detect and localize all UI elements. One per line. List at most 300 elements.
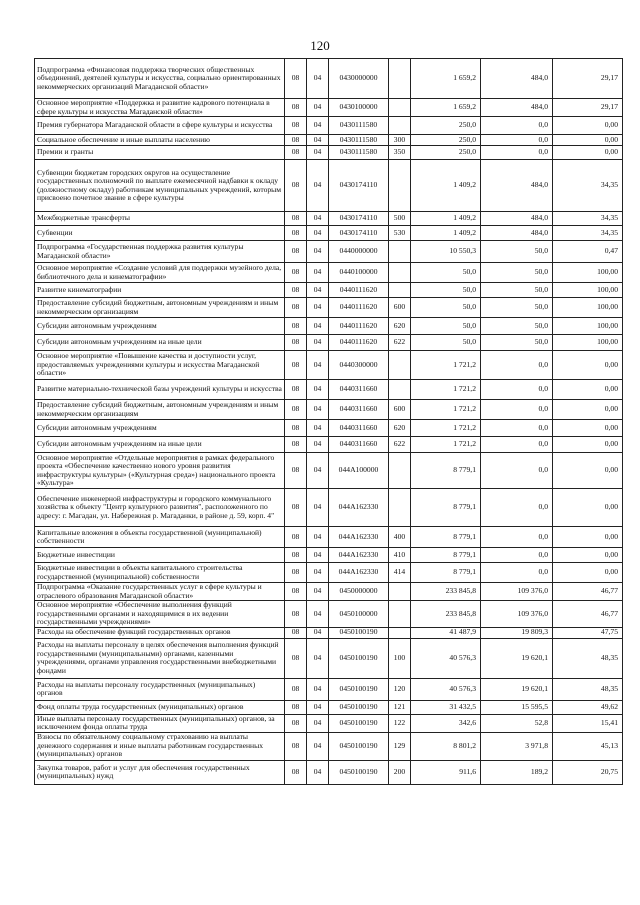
row-subsection: 04 bbox=[307, 437, 329, 453]
row-section: 08 bbox=[285, 583, 307, 601]
row-section: 08 bbox=[285, 160, 307, 212]
row-name: Социальное обеспечение и иные выплаты населению bbox=[35, 135, 285, 146]
row-name: Иные выплаты персоналу государственных (муниципальных) органов, за исключением фонда оплаты труда bbox=[35, 714, 285, 732]
row-target-article: 0450100190 bbox=[329, 714, 389, 732]
row-percent: 29,17 bbox=[553, 59, 623, 99]
row-target-article: 0430174110 bbox=[329, 212, 389, 226]
row-planned-amount: 1 659,2 bbox=[411, 99, 481, 117]
row-subsection: 04 bbox=[307, 117, 329, 135]
row-section: 08 bbox=[285, 548, 307, 563]
row-actual-amount: 0,0 bbox=[481, 351, 553, 380]
row-name: Расходы на обеспечение функций государственных органов bbox=[35, 627, 285, 638]
table-row bbox=[35, 146, 623, 160]
row-planned-amount: 8 779,1 bbox=[411, 527, 481, 548]
row-planned-amount: 50,0 bbox=[411, 298, 481, 318]
row-name: Расходы на выплаты персоналу государственных (муниципальных) органов bbox=[35, 678, 285, 700]
row-name: Капитальные вложения в объекты государственной (муниципальной) собственности bbox=[35, 527, 285, 548]
row-subsection: 04 bbox=[307, 160, 329, 212]
row-planned-amount: 40 576,3 bbox=[411, 678, 481, 700]
row-planned-amount: 233 845,8 bbox=[411, 601, 481, 628]
row-name: Развитие кинематографии bbox=[35, 283, 285, 298]
row-section: 08 bbox=[285, 453, 307, 489]
row-actual-amount: 0,0 bbox=[481, 563, 553, 583]
row-name: Субвенции бюджетам городских округов на осуществление государственных полномочий по выплате ежемесячной надбавки к окладу (должностному окладу) работникам муниципальных учреждений, которым присвоено почетное звание в сфере культуры bbox=[35, 160, 285, 212]
row-expense-type bbox=[389, 453, 411, 489]
table-row bbox=[35, 226, 623, 241]
row-section: 08 bbox=[285, 400, 307, 420]
row-percent: 34,35 bbox=[553, 226, 623, 241]
row-name: Субсидии автономным учреждениям на иные цели bbox=[35, 437, 285, 453]
row-actual-amount: 0,0 bbox=[481, 380, 553, 400]
row-section: 08 bbox=[285, 732, 307, 760]
table-row bbox=[35, 283, 623, 298]
row-subsection: 04 bbox=[307, 489, 329, 527]
row-actual-amount: 0,0 bbox=[481, 489, 553, 527]
row-target-article: 044A162330 bbox=[329, 489, 389, 527]
row-planned-amount: 8 779,1 bbox=[411, 548, 481, 563]
row-percent: 46,77 bbox=[553, 583, 623, 601]
row-target-article: 0450100190 bbox=[329, 638, 389, 678]
row-percent: 0,00 bbox=[553, 135, 623, 146]
row-expense-type: 300 bbox=[389, 135, 411, 146]
row-section: 08 bbox=[285, 678, 307, 700]
row-target-article: 0450100000 bbox=[329, 601, 389, 628]
table-row bbox=[35, 160, 623, 212]
row-section: 08 bbox=[285, 117, 307, 135]
row-expense-type: 121 bbox=[389, 700, 411, 714]
row-subsection: 04 bbox=[307, 226, 329, 241]
row-target-article: 0440000000 bbox=[329, 241, 389, 263]
row-target-article: 0440100000 bbox=[329, 263, 389, 283]
row-expense-type bbox=[389, 601, 411, 628]
row-expense-type: 122 bbox=[389, 714, 411, 732]
row-percent: 0,00 bbox=[553, 453, 623, 489]
row-expense-type bbox=[389, 160, 411, 212]
row-planned-amount: 8 779,1 bbox=[411, 453, 481, 489]
row-target-article: 0430111580 bbox=[329, 146, 389, 160]
row-expense-type bbox=[389, 117, 411, 135]
row-percent: 34,35 bbox=[553, 160, 623, 212]
row-actual-amount: 0,0 bbox=[481, 527, 553, 548]
row-actual-amount: 19 620,1 bbox=[481, 678, 553, 700]
row-subsection: 04 bbox=[307, 283, 329, 298]
row-name: Основное мероприятие «Поддержка и развитие кадрового потенциала в сфере культуры и искусства Магаданской области» bbox=[35, 99, 285, 117]
row-planned-amount: 250,0 bbox=[411, 135, 481, 146]
row-name: Подпрограмма «Оказание государственных услуг в сфере культуры и отраслевого образования Магаданской области» bbox=[35, 583, 285, 601]
row-planned-amount: 50,0 bbox=[411, 318, 481, 335]
row-name: Субсидии автономным учреждениям bbox=[35, 318, 285, 335]
table-row bbox=[35, 732, 623, 760]
row-section: 08 bbox=[285, 380, 307, 400]
row-subsection: 04 bbox=[307, 732, 329, 760]
row-planned-amount: 1 721,2 bbox=[411, 420, 481, 437]
row-section: 08 bbox=[285, 601, 307, 628]
row-percent: 47,75 bbox=[553, 627, 623, 638]
row-name: Бюджетные инвестиции bbox=[35, 548, 285, 563]
row-expense-type: 200 bbox=[389, 760, 411, 784]
row-planned-amount: 8 779,1 bbox=[411, 563, 481, 583]
row-percent: 0,00 bbox=[553, 437, 623, 453]
row-actual-amount: 19 620,1 bbox=[481, 638, 553, 678]
table-row bbox=[35, 453, 623, 489]
row-percent: 48,35 bbox=[553, 678, 623, 700]
row-percent: 0,00 bbox=[553, 146, 623, 160]
table-row bbox=[35, 601, 623, 628]
row-actual-amount: 0,0 bbox=[481, 548, 553, 563]
row-percent: 0,00 bbox=[553, 563, 623, 583]
row-target-article: 0430174110 bbox=[329, 160, 389, 212]
table-row bbox=[35, 99, 623, 117]
row-planned-amount: 41 487,9 bbox=[411, 627, 481, 638]
row-actual-amount: 484,0 bbox=[481, 99, 553, 117]
table-body bbox=[35, 59, 623, 785]
row-expense-type: 350 bbox=[389, 146, 411, 160]
row-name: Премии и гранты bbox=[35, 146, 285, 160]
table-row bbox=[35, 117, 623, 135]
row-planned-amount: 1 721,2 bbox=[411, 400, 481, 420]
row-subsection: 04 bbox=[307, 59, 329, 99]
row-section: 08 bbox=[285, 59, 307, 99]
row-target-article: 0450100190 bbox=[329, 627, 389, 638]
row-section: 08 bbox=[285, 638, 307, 678]
row-name: Премия губернатора Магаданской области в сфере культуры и искусства bbox=[35, 117, 285, 135]
row-section: 08 bbox=[285, 226, 307, 241]
row-section: 08 bbox=[285, 351, 307, 380]
row-actual-amount: 484,0 bbox=[481, 226, 553, 241]
row-percent: 0,00 bbox=[553, 380, 623, 400]
row-target-article: 0440311660 bbox=[329, 420, 389, 437]
row-percent: 0,00 bbox=[553, 489, 623, 527]
row-subsection: 04 bbox=[307, 527, 329, 548]
row-section: 08 bbox=[285, 489, 307, 527]
row-section: 08 bbox=[285, 283, 307, 298]
row-expense-type: 620 bbox=[389, 318, 411, 335]
row-percent: 15,41 bbox=[553, 714, 623, 732]
row-expense-type: 400 bbox=[389, 527, 411, 548]
row-expense-type bbox=[389, 283, 411, 298]
row-actual-amount: 0,0 bbox=[481, 420, 553, 437]
row-actual-amount: 50,0 bbox=[481, 318, 553, 335]
row-percent: 0,00 bbox=[553, 527, 623, 548]
row-percent: 0,00 bbox=[553, 548, 623, 563]
table-row bbox=[35, 760, 623, 784]
row-section: 08 bbox=[285, 700, 307, 714]
table-row bbox=[35, 548, 623, 563]
row-actual-amount: 50,0 bbox=[481, 298, 553, 318]
row-percent: 46,77 bbox=[553, 601, 623, 628]
row-target-article: 0440111620 bbox=[329, 335, 389, 351]
row-expense-type bbox=[389, 489, 411, 527]
row-actual-amount: 484,0 bbox=[481, 212, 553, 226]
row-expense-type: 500 bbox=[389, 212, 411, 226]
row-name: Подпрограмма «Государственная поддержка развития культуры Магаданской области» bbox=[35, 241, 285, 263]
table-row bbox=[35, 678, 623, 700]
table-row bbox=[35, 638, 623, 678]
row-percent: 100,00 bbox=[553, 283, 623, 298]
table-row bbox=[35, 714, 623, 732]
row-target-article: 044A162330 bbox=[329, 548, 389, 563]
row-section: 08 bbox=[285, 527, 307, 548]
row-subsection: 04 bbox=[307, 678, 329, 700]
row-actual-amount: 19 809,3 bbox=[481, 627, 553, 638]
row-section: 08 bbox=[285, 135, 307, 146]
table-row bbox=[35, 212, 623, 226]
row-name: Предоставление субсидий бюджетным, автономным учреждениям и иным некоммерческим организациям bbox=[35, 400, 285, 420]
table-row bbox=[35, 627, 623, 638]
row-section: 08 bbox=[285, 760, 307, 784]
row-expense-type bbox=[389, 59, 411, 99]
row-percent: 45,13 bbox=[553, 732, 623, 760]
row-percent: 0,00 bbox=[553, 117, 623, 135]
row-actual-amount: 50,0 bbox=[481, 283, 553, 298]
row-name: Основное мероприятие «Обеспечение выполнения функций государственными органами и находящимися в их ведении государственными учреждениями» bbox=[35, 601, 285, 628]
row-subsection: 04 bbox=[307, 601, 329, 628]
row-target-article: 0450100190 bbox=[329, 678, 389, 700]
row-actual-amount: 0,0 bbox=[481, 117, 553, 135]
row-actual-amount: 109 376,0 bbox=[481, 583, 553, 601]
row-subsection: 04 bbox=[307, 563, 329, 583]
row-expense-type bbox=[389, 583, 411, 601]
row-planned-amount: 31 432,5 bbox=[411, 700, 481, 714]
row-planned-amount: 1 721,2 bbox=[411, 351, 481, 380]
row-actual-amount: 50,0 bbox=[481, 241, 553, 263]
row-subsection: 04 bbox=[307, 627, 329, 638]
row-actual-amount: 0,0 bbox=[481, 400, 553, 420]
row-actual-amount: 0,0 bbox=[481, 437, 553, 453]
row-actual-amount: 0,0 bbox=[481, 146, 553, 160]
row-actual-amount: 50,0 bbox=[481, 263, 553, 283]
row-section: 08 bbox=[285, 146, 307, 160]
row-planned-amount: 250,0 bbox=[411, 117, 481, 135]
row-expense-type: 410 bbox=[389, 548, 411, 563]
row-name: Основное мероприятие «Отдельные мероприятия в рамках федерального проекта «Обеспечение качественно нового уровня развития инфраструктуры культуры» («Культурная среда») национального проекта «Культура» bbox=[35, 453, 285, 489]
row-actual-amount: 3 971,8 bbox=[481, 732, 553, 760]
row-subsection: 04 bbox=[307, 400, 329, 420]
row-target-article: 0430111580 bbox=[329, 117, 389, 135]
row-planned-amount: 40 576,3 bbox=[411, 638, 481, 678]
table-row bbox=[35, 700, 623, 714]
row-percent: 29,17 bbox=[553, 99, 623, 117]
row-expense-type: 622 bbox=[389, 335, 411, 351]
row-name: Взносы по обязательному социальному страхованию на выплаты денежного содержания и иные выплаты работникам государственных (муниципальных) органов bbox=[35, 732, 285, 760]
row-subsection: 04 bbox=[307, 99, 329, 117]
row-section: 08 bbox=[285, 212, 307, 226]
row-target-article: 0430100000 bbox=[329, 99, 389, 117]
row-name: Расходы на выплаты персоналу в целях обеспечения выполнения функций государственными (муниципальными) органами, казенными учреждениями, органами управления государственными внебюджетными фондами bbox=[35, 638, 285, 678]
row-expense-type: 100 bbox=[389, 638, 411, 678]
row-planned-amount: 1 721,2 bbox=[411, 380, 481, 400]
row-subsection: 04 bbox=[307, 700, 329, 714]
row-expense-type: 414 bbox=[389, 563, 411, 583]
table-row bbox=[35, 489, 623, 527]
row-target-article: 0450100190 bbox=[329, 760, 389, 784]
row-subsection: 04 bbox=[307, 298, 329, 318]
table-row bbox=[35, 335, 623, 351]
row-section: 08 bbox=[285, 627, 307, 638]
row-planned-amount: 1 659,2 bbox=[411, 59, 481, 99]
row-subsection: 04 bbox=[307, 146, 329, 160]
row-target-article: 0440111620 bbox=[329, 283, 389, 298]
row-planned-amount: 1 409,2 bbox=[411, 212, 481, 226]
row-target-article: 0440311660 bbox=[329, 400, 389, 420]
table-row bbox=[35, 241, 623, 263]
row-target-article: 0440300000 bbox=[329, 351, 389, 380]
table-row bbox=[35, 263, 623, 283]
row-section: 08 bbox=[285, 99, 307, 117]
row-percent: 49,62 bbox=[553, 700, 623, 714]
row-target-article: 044A100000 bbox=[329, 453, 389, 489]
row-expense-type: 530 bbox=[389, 226, 411, 241]
table-row bbox=[35, 318, 623, 335]
row-target-article: 044A162330 bbox=[329, 527, 389, 548]
budget-table bbox=[34, 58, 623, 785]
row-section: 08 bbox=[285, 318, 307, 335]
row-expense-type: 129 bbox=[389, 732, 411, 760]
row-section: 08 bbox=[285, 563, 307, 583]
row-actual-amount: 15 595,5 bbox=[481, 700, 553, 714]
row-subsection: 04 bbox=[307, 318, 329, 335]
row-planned-amount: 1 409,2 bbox=[411, 226, 481, 241]
row-subsection: 04 bbox=[307, 453, 329, 489]
row-expense-type: 620 bbox=[389, 420, 411, 437]
row-actual-amount: 50,0 bbox=[481, 335, 553, 351]
row-expense-type bbox=[389, 241, 411, 263]
table-row bbox=[35, 583, 623, 601]
row-target-article: 0440111620 bbox=[329, 298, 389, 318]
row-subsection: 04 bbox=[307, 638, 329, 678]
row-actual-amount: 52,8 bbox=[481, 714, 553, 732]
page-number: 120 bbox=[310, 38, 330, 53]
row-expense-type bbox=[389, 627, 411, 638]
row-planned-amount: 911,6 bbox=[411, 760, 481, 784]
row-expense-type bbox=[389, 351, 411, 380]
row-target-article: 0440311660 bbox=[329, 380, 389, 400]
row-percent: 0,47 bbox=[553, 241, 623, 263]
row-planned-amount: 50,0 bbox=[411, 335, 481, 351]
row-percent: 100,00 bbox=[553, 318, 623, 335]
row-subsection: 04 bbox=[307, 420, 329, 437]
row-actual-amount: 189,2 bbox=[481, 760, 553, 784]
row-subsection: 04 bbox=[307, 583, 329, 601]
table-row bbox=[35, 135, 623, 146]
row-name: Предоставление субсидий бюджетным, автономным учреждениям и иным некоммерческим организациям bbox=[35, 298, 285, 318]
row-name: Субсидии автономным учреждениям bbox=[35, 420, 285, 437]
row-percent: 100,00 bbox=[553, 263, 623, 283]
row-percent: 0,00 bbox=[553, 351, 623, 380]
row-section: 08 bbox=[285, 241, 307, 263]
table-row bbox=[35, 437, 623, 453]
row-percent: 100,00 bbox=[553, 298, 623, 318]
row-percent: 100,00 bbox=[553, 335, 623, 351]
table-row bbox=[35, 380, 623, 400]
table-row bbox=[35, 563, 623, 583]
row-target-article: 0450100190 bbox=[329, 732, 389, 760]
row-planned-amount: 250,0 bbox=[411, 146, 481, 160]
row-name: Основное мероприятие «Создание условий для поддержки музейного дела, библиотечного дела и кинематографии» bbox=[35, 263, 285, 283]
table-row bbox=[35, 400, 623, 420]
row-actual-amount: 484,0 bbox=[481, 59, 553, 99]
row-expense-type bbox=[389, 99, 411, 117]
row-target-article: 0450100190 bbox=[329, 700, 389, 714]
row-actual-amount: 0,0 bbox=[481, 135, 553, 146]
row-actual-amount: 484,0 bbox=[481, 160, 553, 212]
row-planned-amount: 8 801,2 bbox=[411, 732, 481, 760]
row-planned-amount: 342,6 bbox=[411, 714, 481, 732]
row-planned-amount: 8 779,1 bbox=[411, 489, 481, 527]
row-planned-amount: 1 409,2 bbox=[411, 160, 481, 212]
row-section: 08 bbox=[285, 298, 307, 318]
row-subsection: 04 bbox=[307, 760, 329, 784]
row-planned-amount: 1 721,2 bbox=[411, 437, 481, 453]
row-section: 08 bbox=[285, 335, 307, 351]
row-target-article: 044A162330 bbox=[329, 563, 389, 583]
row-planned-amount: 50,0 bbox=[411, 283, 481, 298]
row-expense-type: 622 bbox=[389, 437, 411, 453]
table-row bbox=[35, 527, 623, 548]
row-actual-amount: 0,0 bbox=[481, 453, 553, 489]
row-section: 08 bbox=[285, 420, 307, 437]
row-name: Основное мероприятие «Повышение качества и доступности услуг, предоставляемых учреждениями культуры и искусства Магаданской области» bbox=[35, 351, 285, 380]
row-subsection: 04 bbox=[307, 351, 329, 380]
row-subsection: 04 bbox=[307, 135, 329, 146]
row-name: Закупка товаров, работ и услуг для обеспечения государственных (муниципальных) нужд bbox=[35, 760, 285, 784]
row-subsection: 04 bbox=[307, 714, 329, 732]
row-target-article: 0440311660 bbox=[329, 437, 389, 453]
row-subsection: 04 bbox=[307, 380, 329, 400]
row-name: Фонд оплаты труда государственных (муниципальных) органов bbox=[35, 700, 285, 714]
row-subsection: 04 bbox=[307, 263, 329, 283]
row-name: Субсидии автономным учреждениям на иные цели bbox=[35, 335, 285, 351]
row-percent: 0,00 bbox=[553, 400, 623, 420]
row-section: 08 bbox=[285, 714, 307, 732]
row-target-article: 0440111620 bbox=[329, 318, 389, 335]
row-name: Подпрограмма «Финансовая поддержка творческих общественных объединений, деятелей культуры и искусства, социально ориентированных некоммерческих организаций Магаданской области» bbox=[35, 59, 285, 99]
row-planned-amount: 50,0 bbox=[411, 263, 481, 283]
row-percent: 0,00 bbox=[553, 420, 623, 437]
row-percent: 20,75 bbox=[553, 760, 623, 784]
row-name: Развитие материально-технической базы учреждений культуры и искусства bbox=[35, 380, 285, 400]
row-actual-amount: 109 376,0 bbox=[481, 601, 553, 628]
row-percent: 34,35 bbox=[553, 212, 623, 226]
row-subsection: 04 bbox=[307, 241, 329, 263]
row-name: Межбюджетные трансферты bbox=[35, 212, 285, 226]
row-expense-type: 600 bbox=[389, 400, 411, 420]
row-section: 08 bbox=[285, 437, 307, 453]
table-row bbox=[35, 298, 623, 318]
row-percent: 48,35 bbox=[553, 638, 623, 678]
table-row bbox=[35, 59, 623, 99]
row-section: 08 bbox=[285, 263, 307, 283]
row-target-article: 0430111580 bbox=[329, 135, 389, 146]
row-planned-amount: 233 845,8 bbox=[411, 583, 481, 601]
row-name: Обеспечение инженерной инфраструктуры и городского коммунального хозяйства к объекту "Центр культурного развития", расположенного по адресу: г. Магадан, ул. Набережная р. Магаданки, в районе д. 59, корп. 4" bbox=[35, 489, 285, 527]
row-name: Бюджетные инвестиции в объекты капитального строительства государственной (муниципальной) собственности bbox=[35, 563, 285, 583]
table-row bbox=[35, 351, 623, 380]
row-target-article: 0450000000 bbox=[329, 583, 389, 601]
row-planned-amount: 10 550,3 bbox=[411, 241, 481, 263]
table-row bbox=[35, 420, 623, 437]
row-expense-type bbox=[389, 380, 411, 400]
row-subsection: 04 bbox=[307, 548, 329, 563]
row-expense-type: 120 bbox=[389, 678, 411, 700]
row-subsection: 04 bbox=[307, 335, 329, 351]
row-expense-type bbox=[389, 263, 411, 283]
row-name: Субвенции bbox=[35, 226, 285, 241]
row-subsection: 04 bbox=[307, 212, 329, 226]
row-target-article: 0430174110 bbox=[329, 226, 389, 241]
row-target-article: 0430000000 bbox=[329, 59, 389, 99]
row-expense-type: 600 bbox=[389, 298, 411, 318]
